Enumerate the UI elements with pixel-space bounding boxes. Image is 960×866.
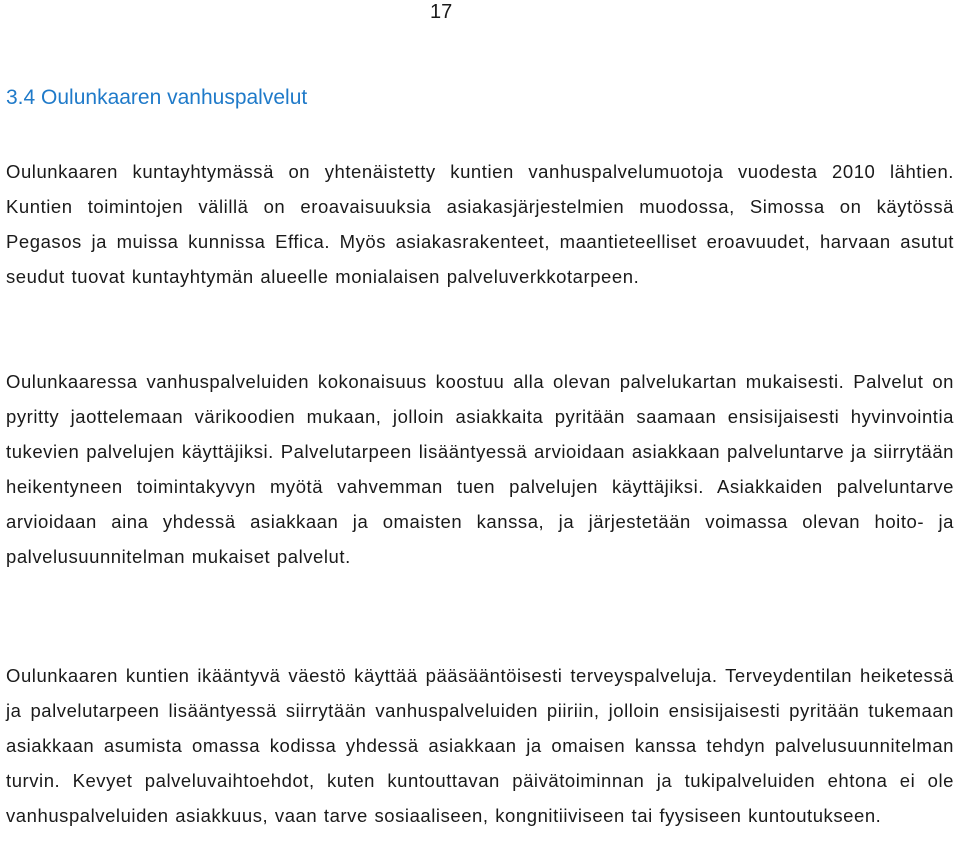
paragraph-service-map: Oulunkaaressa vanhuspalveluiden kokonaisuus koostuu alla olevan palvelukartan mukaisesti. Palvelut on pyritty jaottelemaan värikoodien mukaan, jolloin asiakkaita pyritään saamaan ensisijaisesti hyvinvointia tukevien palvelujen käyttäjiksi. Palvelutarpeen lisääntyessä arvioidaan asiakkaan palveluntarve ja siirrytään heikentyneen toimintakyvyn myötä vahvemman tuen palvelujen käyttäjiksi. Asiakkaiden palveluntarve arvioidaan aina yhdessä asiakkaan ja omaisten kanssa, ja järjestetään voimassa olevan hoito- ja palvelusuunnitelman mukaiset palvelut. — [6, 371, 954, 567]
paragraph-health-services: Oulunkaaren kuntien ikääntyvä väestö käyttää pääsääntöisesti terveyspalveluja. Terveydentilan heiketessä ja palvelutarpeen lisääntyessä siirrytään vanhuspalveluiden piiriin, jolloin ensisijaisesti pyritään tukemaan asiakkaan asumista omassa kodissa yhdessä asiakkaan ja omaisen kanssa tehdyn palvelusuunnitelman turvin. Kevyet palveluvaihtoehdot, kuten kuntouttavan päivätoiminnan ja tukipalveluiden ehtona ei ole vanhuspalveluiden asiakkuus, vaan tarve sosiaaliseen, kongnitiiviseen tai fyysiseen kuntoutukseen. — [6, 665, 954, 826]
section-heading: 3.4 Oulunkaaren vanhuspalvelut — [6, 86, 308, 109]
page-number: 17 — [430, 1, 453, 23]
paragraph-service-unification: Oulunkaaren kuntayhtymässä on yhtenäistetty kuntien vanhuspalvelumuotoja vuodesta 2010 lähtien. Kuntien toimintojen välillä on eroavaisuuksia asiakasjärjestelmien muodossa, Simossa on käytössä Pegasos ja muissa kunnissa Effica. Myös asiakasrakenteet, maantieteelliset eroavuudet, harvaan asutut seudut tuovat kuntayhtymän alueelle monialaisen palveluverkkotarpeen. — [6, 161, 954, 287]
